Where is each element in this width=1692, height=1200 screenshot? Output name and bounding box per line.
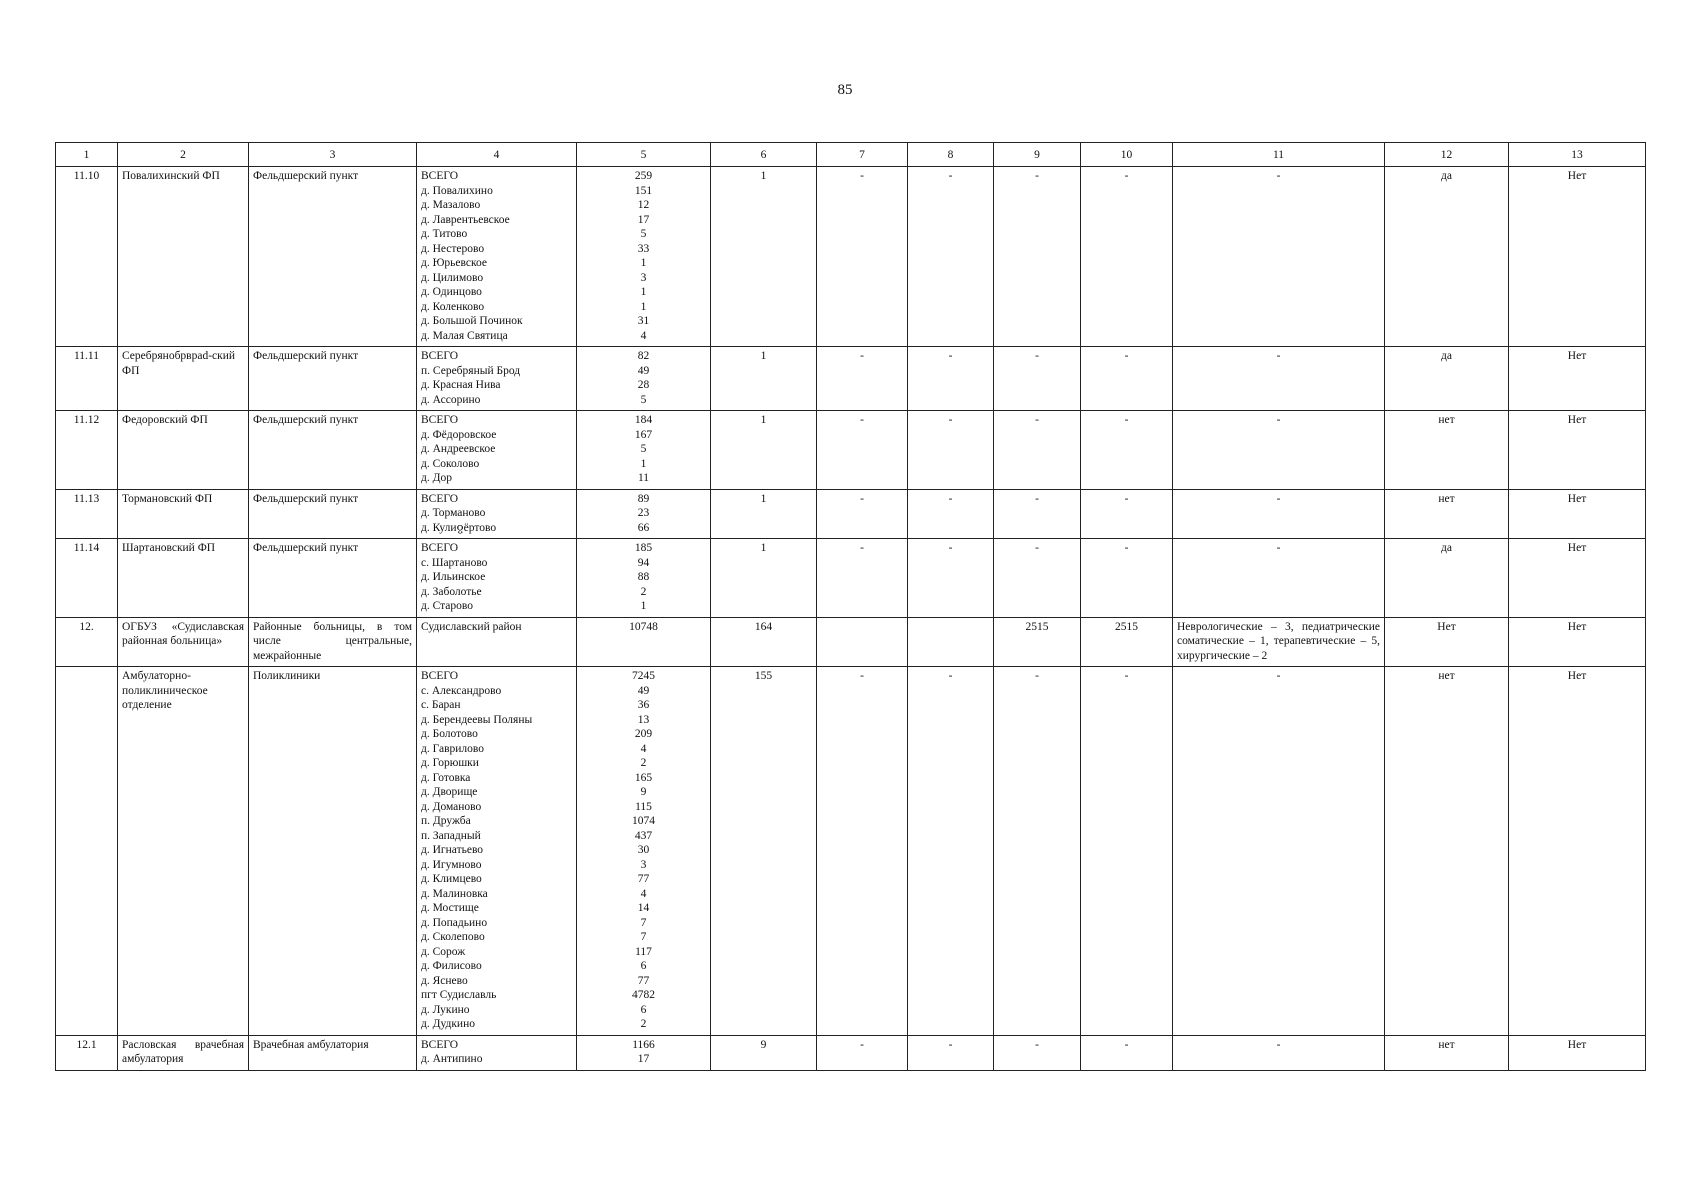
row-number-cell: 11.14: [56, 539, 118, 618]
population-value: 66: [637, 521, 650, 534]
table-row: [56, 167, 1646, 347]
place-name: д. Мостище: [421, 902, 479, 914]
table-row: [56, 667, 1646, 1036]
place-name: д. Цилимово: [421, 271, 484, 284]
col7-cell: -: [817, 539, 908, 618]
col13-cell: Нет: [1509, 539, 1646, 618]
population-value: 7: [640, 931, 647, 943]
col6-cell: 1: [711, 411, 817, 490]
population-value: 31: [637, 315, 650, 327]
population-value: 185: [634, 542, 653, 554]
population-value: 2: [640, 1018, 647, 1030]
col12-cell: нет: [1385, 411, 1509, 490]
facility-type-cell: Фельдшерский пункт: [249, 411, 417, 490]
col8-cell: -: [908, 167, 994, 347]
place-name: д. Игнатьево: [421, 844, 484, 856]
col8-cell: -: [908, 667, 994, 1036]
population-value: 5: [640, 228, 647, 240]
place-name: д. Берендеевы Поляны: [421, 713, 533, 726]
population-value: 30: [637, 844, 650, 856]
col10-cell: -: [1081, 489, 1173, 539]
col8-cell: [908, 617, 994, 667]
header-cell: 3: [249, 143, 417, 167]
place-name: д. Одинцово: [421, 286, 482, 298]
table-row: [56, 411, 1646, 490]
col9-cell: -: [994, 667, 1081, 1036]
place-name: ВСЕГО: [421, 492, 459, 505]
population-value: 151: [634, 184, 653, 197]
facility-type-cell: Фельдшерский пункт: [249, 347, 417, 411]
place-name: д. Лукино: [421, 1003, 470, 1016]
place-name: д. Дудкино: [421, 1018, 475, 1030]
table-body: [56, 143, 1646, 1071]
header-cell: 8: [908, 143, 994, 167]
row-number-cell: 11.10: [56, 167, 118, 347]
table-row: [56, 539, 1646, 618]
places-cell: [417, 167, 577, 347]
population-value: 7245: [632, 670, 655, 682]
facility-name-cell: Серебрянобрвраd-ский ФП: [118, 347, 249, 411]
population-value: 5: [640, 393, 647, 406]
population-value: 7: [640, 916, 647, 929]
population-cell: [577, 489, 711, 539]
place-name: с. Александрово: [421, 684, 502, 697]
place-name: пгт Судиславль: [421, 989, 497, 1001]
col10-cell: -: [1081, 667, 1173, 1036]
population-cell: [577, 1035, 711, 1070]
place-name: д. Фёдоровское: [421, 428, 497, 441]
place-name: д. Попадьино: [421, 916, 488, 929]
population-value: 11: [637, 472, 650, 484]
place-name: д. Доманово: [421, 800, 482, 813]
facility-name-cell: Шартановский ФП: [118, 539, 249, 618]
col11-cell: Неврологические – 3, педиатрические соматические – 1, терапевтические – 5, хирургические – 2: [1173, 617, 1385, 667]
place-name: д. Дор: [421, 472, 452, 484]
col12-cell: нет: [1385, 489, 1509, 539]
population-value: 10748: [629, 620, 658, 633]
col6-cell: 9: [711, 1035, 817, 1070]
col9-cell: -: [994, 411, 1081, 490]
place-name: с. Шартаново: [421, 556, 488, 569]
col11-cell: -: [1173, 411, 1385, 490]
header-cell: 6: [711, 143, 817, 167]
col9-cell: -: [994, 1035, 1081, 1070]
place-name: д. Кулиჹёртово: [421, 521, 497, 534]
col12-cell: да: [1385, 167, 1509, 347]
place-name: д. Болотово: [421, 728, 478, 740]
population-value: 82: [637, 350, 650, 362]
place-name: д. Дворище: [421, 786, 478, 798]
col9-cell: -: [994, 347, 1081, 411]
population-value: 17: [637, 1053, 650, 1065]
page-number: 85: [837, 82, 853, 98]
place-name: д. Готовка: [421, 771, 471, 784]
population-cell: [577, 411, 711, 490]
place-name: д. Старово: [421, 600, 473, 612]
col12-cell: да: [1385, 539, 1509, 618]
row-number-cell: 11.13: [56, 489, 118, 539]
col11-cell: -: [1173, 539, 1385, 618]
row-number-cell: 12.: [56, 617, 118, 667]
row-number-cell: 11.11: [56, 347, 118, 411]
place-name: д. Заболотье: [421, 585, 482, 598]
col8-cell: -: [908, 489, 994, 539]
col9-cell: -: [994, 539, 1081, 618]
population-value: 117: [635, 945, 652, 958]
population-value: 14: [637, 902, 650, 914]
row-number-cell: 12.1: [56, 1035, 118, 1070]
place-name: д. Нестерово: [421, 242, 485, 255]
place-name: д. Сорож: [421, 945, 466, 958]
facility-name-cell: Тормановский ФП: [118, 489, 249, 539]
population-value: 1: [640, 600, 647, 612]
place-name: д. Гаврилово: [421, 742, 484, 755]
population-value: 437: [634, 829, 653, 842]
population-value: 13: [637, 713, 650, 726]
places-cell: [417, 411, 577, 490]
col12-cell: нет: [1385, 1035, 1509, 1070]
population-value: 33: [637, 242, 650, 255]
col10-cell: 2515: [1081, 617, 1173, 667]
place-name: д. Филисово: [421, 960, 482, 972]
col8-cell: -: [908, 539, 994, 618]
population-value: 167: [634, 428, 653, 441]
population-value: 4: [640, 742, 647, 755]
place-name: ВСЕГО: [421, 414, 459, 426]
col13-cell: Нет: [1509, 347, 1646, 411]
col13-cell: Нет: [1509, 489, 1646, 539]
header-cell: 13: [1509, 143, 1646, 167]
population-value: 6: [640, 1003, 647, 1016]
col6-cell: 164: [711, 617, 817, 667]
places-cell: [417, 347, 577, 411]
col7-cell: -: [817, 347, 908, 411]
population-value: 1: [640, 457, 647, 470]
col10-cell: -: [1081, 167, 1173, 347]
place-name: ВСЕГО: [421, 670, 459, 682]
facilities-table: [55, 142, 1646, 1071]
col7-cell: -: [817, 667, 908, 1036]
place-name: Судиславский район: [421, 620, 522, 633]
population-value: 77: [637, 873, 650, 885]
col7-cell: -: [817, 167, 908, 347]
col8-cell: -: [908, 1035, 994, 1070]
population-value: 12: [637, 199, 650, 211]
population-value: 3: [640, 858, 647, 871]
place-name: ВСЕГО: [421, 1038, 459, 1051]
place-name: д. Яснево: [421, 974, 468, 987]
facility-type-cell: Районные больницы, в том числе центральные, межрайонные: [249, 617, 417, 667]
population-value: 1166: [632, 1038, 655, 1051]
col7-cell: -: [817, 489, 908, 539]
population-value: 184: [634, 414, 653, 426]
population-cell: [577, 167, 711, 347]
col11-cell: -: [1173, 347, 1385, 411]
facility-type-cell: Фельдшерский пункт: [249, 489, 417, 539]
population-value: 88: [637, 571, 650, 583]
place-name: д. Красная Нива: [421, 379, 501, 391]
place-name: ВСЕГО: [421, 542, 459, 554]
population-value: 1: [640, 286, 647, 298]
table-row: [56, 489, 1646, 539]
population-value: 89: [637, 492, 650, 505]
col8-cell: -: [908, 411, 994, 490]
col13-cell: Нет: [1509, 411, 1646, 490]
place-name: д. Торманово: [421, 507, 486, 519]
header-cell: 12: [1385, 143, 1509, 167]
place-name: д. Повалихино: [421, 184, 493, 197]
place-name: д. Малая Святица: [421, 329, 508, 342]
col7-cell: [817, 617, 908, 667]
place-name: д. Юрьевское: [421, 257, 487, 269]
population-value: 94: [637, 556, 650, 569]
population-value: 165: [634, 771, 653, 784]
facility-type-cell: Врачебная амбулатория: [249, 1035, 417, 1070]
col12-cell: Нет: [1385, 617, 1509, 667]
place-name: с. Баран: [421, 699, 461, 711]
places-cell: [417, 617, 577, 667]
population-cell: [577, 667, 711, 1036]
population-cell: [577, 539, 711, 618]
col10-cell: -: [1081, 411, 1173, 490]
population-value: 3: [640, 271, 647, 284]
col11-cell: -: [1173, 489, 1385, 539]
places-cell: [417, 667, 577, 1036]
places-cell: [417, 539, 577, 618]
col13-cell: Нет: [1509, 667, 1646, 1036]
place-name: п. Дружба: [421, 815, 471, 827]
places-cell: [417, 1035, 577, 1070]
place-name: д. Малиновка: [421, 887, 488, 900]
col6-cell: 1: [711, 539, 817, 618]
col9-cell: 2515: [994, 617, 1081, 667]
col12-cell: да: [1385, 347, 1509, 411]
facility-name-cell: ОГБУЗ «Судиславская районная больница»: [118, 617, 249, 667]
col7-cell: -: [817, 1035, 908, 1070]
place-name: д. Сколепово: [421, 931, 485, 943]
population-value: 77: [637, 974, 650, 987]
table-row: [56, 617, 1646, 667]
population-value: 6: [640, 960, 647, 972]
population-value: 49: [637, 364, 650, 377]
population-value: 4782: [632, 989, 655, 1001]
col11-cell: -: [1173, 667, 1385, 1036]
population-value: 4: [640, 329, 647, 342]
col9-cell: -: [994, 489, 1081, 539]
header-cell: 2: [118, 143, 249, 167]
col13-cell: Нет: [1509, 167, 1646, 347]
place-name: д. Лаврентьевское: [421, 213, 510, 226]
facility-type-cell: Фельдшерский пункт: [249, 539, 417, 618]
col9-cell: -: [994, 167, 1081, 347]
place-name: ВСЕГО: [421, 170, 459, 182]
place-name: д. Горюшки: [421, 757, 479, 769]
table-row: [56, 1035, 1646, 1070]
population-value: 2: [640, 757, 647, 769]
row-number-cell: 11.12: [56, 411, 118, 490]
facility-type-cell: Поликлиники: [249, 667, 417, 1036]
population-value: 28: [637, 379, 650, 391]
place-name: д. Большой Починок: [421, 315, 523, 327]
header-cell: 10: [1081, 143, 1173, 167]
population-value: 1074: [632, 815, 655, 827]
row-number-cell: [56, 667, 118, 1036]
header-cell: 9: [994, 143, 1081, 167]
place-name: д. Ассорино: [421, 393, 481, 406]
header-row: [56, 143, 1646, 167]
place-name: д. Антипино: [421, 1053, 483, 1065]
header-cell: 5: [577, 143, 711, 167]
col10-cell: -: [1081, 1035, 1173, 1070]
col6-cell: 1: [711, 347, 817, 411]
population-value: 4: [640, 887, 647, 900]
population-value: 49: [637, 684, 650, 697]
places-cell: [417, 489, 577, 539]
place-name: д. Коленково: [421, 300, 485, 313]
place-name: д. Игумново: [421, 858, 482, 871]
col6-cell: 1: [711, 167, 817, 347]
population-value: 2: [640, 585, 647, 598]
col8-cell: -: [908, 347, 994, 411]
population-value: 1: [640, 300, 647, 313]
col11-cell: -: [1173, 1035, 1385, 1070]
col10-cell: -: [1081, 347, 1173, 411]
population-value: 259: [634, 170, 653, 182]
place-name: д. Ильинское: [421, 571, 486, 583]
facility-name-cell: Расловская врачебная амбулатория: [118, 1035, 249, 1070]
header-cell: 1: [56, 143, 118, 167]
population-value: 23: [637, 507, 650, 519]
place-name: д. Мазалово: [421, 199, 481, 211]
col6-cell: 1: [711, 489, 817, 539]
facility-name-cell: Повалихинский ФП: [118, 167, 249, 347]
population-value: 9: [640, 786, 647, 798]
place-name: д. Соколово: [421, 457, 480, 470]
population-value: 5: [640, 443, 647, 455]
place-name: д. Титово: [421, 228, 468, 240]
population-value: 1: [640, 257, 647, 269]
population-value: 17: [637, 213, 650, 226]
population-cell: [577, 617, 711, 667]
facility-type-cell: Фельдшерский пункт: [249, 167, 417, 347]
place-name: д. Климцево: [421, 873, 482, 885]
place-name: д. Андреевское: [421, 443, 496, 455]
population-cell: [577, 347, 711, 411]
col10-cell: -: [1081, 539, 1173, 618]
population-value: 36: [637, 699, 650, 711]
header-cell: 7: [817, 143, 908, 167]
col13-cell: Нет: [1509, 1035, 1646, 1070]
population-value: 209: [634, 728, 653, 740]
col13-cell: Нет: [1509, 617, 1646, 667]
header-cell: 4: [417, 143, 577, 167]
facility-name-cell: Федоровский ФП: [118, 411, 249, 490]
header-cell: 11: [1173, 143, 1385, 167]
col6-cell: 155: [711, 667, 817, 1036]
col7-cell: -: [817, 411, 908, 490]
place-name: ВСЕГО: [421, 350, 459, 362]
table-row: [56, 347, 1646, 411]
place-name: п. Западный: [421, 829, 481, 842]
place-name: п. Серебряный Брод: [421, 364, 521, 377]
col12-cell: нет: [1385, 667, 1509, 1036]
facility-name-cell: Амбулаторно-поликлиническое отделение: [118, 667, 249, 1036]
population-value: 115: [635, 800, 652, 813]
col11-cell: -: [1173, 167, 1385, 347]
